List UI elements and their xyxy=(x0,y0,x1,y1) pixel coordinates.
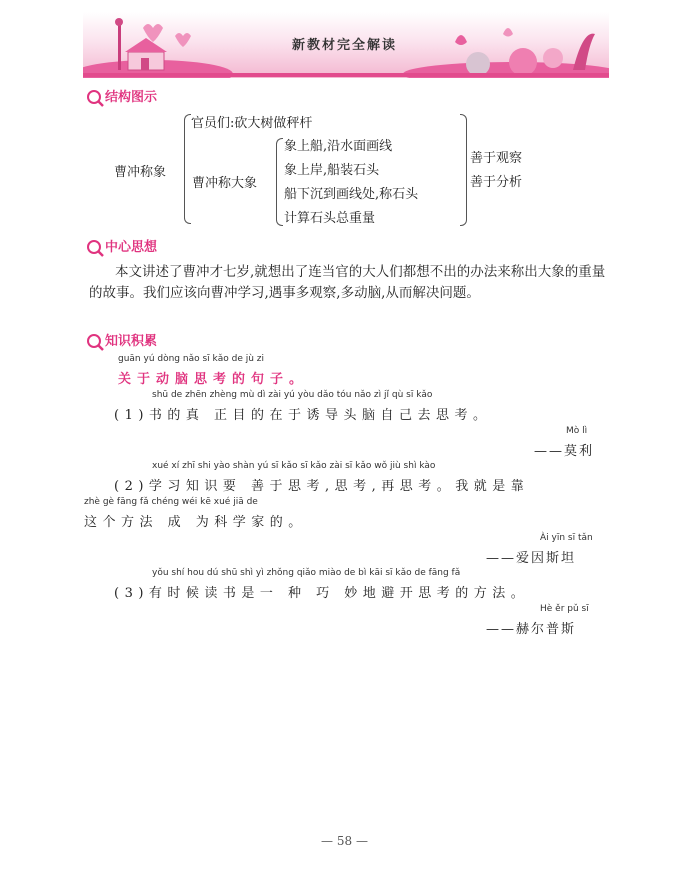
quote-2-cont: 这个方法 成 为科学家的。 xyxy=(84,515,307,530)
header-title: 新教材完全解读 xyxy=(291,38,397,53)
section-heading-knowledge xyxy=(85,330,157,351)
author-3: ——赫尔普斯 xyxy=(486,622,577,637)
author-2: ——爱因斯坦 xyxy=(486,551,577,566)
diagram-step-4: 计算石头总重量 xyxy=(284,211,376,226)
magnifier-icon xyxy=(85,89,105,107)
pinyin-author-3: Hè ěr pǔ sī xyxy=(540,604,589,614)
bracket-left-2 xyxy=(276,138,283,226)
knowledge-title: 关于动脑思考的句子。 xyxy=(118,372,309,387)
header-strip xyxy=(83,73,609,77)
page-number: — 58 — xyxy=(321,834,368,848)
diagram-step-1: 象上船,沿水面画线 xyxy=(284,139,393,154)
diagram-step-3: 船下沉到画线处,称石头 xyxy=(284,187,419,202)
pinyin-q3: yǒu shí hou dú shū shì yì zhǒng qiǎo miào de bì kāi sī kǎo de fāng fǎ xyxy=(152,568,461,578)
quote-1: (1)书的真 正目的在于诱导头脑自己去思考。 xyxy=(114,408,492,423)
diagram-step-2: 象上岸,船装石头 xyxy=(284,163,380,178)
section-title: 结构图示 xyxy=(105,90,158,105)
magnifier-icon xyxy=(85,239,105,257)
section-heading-center xyxy=(85,236,157,257)
section-title: 知识积累 xyxy=(105,334,158,349)
pinyin-q1: shū de zhēn zhèng mù dì zài yú yòu dǎo tóu nǎo zì jǐ qù sī kǎo xyxy=(152,390,433,400)
pinyin-author-1: Mò lì xyxy=(566,426,588,436)
pinyin-title: guān yú dòng nǎo sī kǎo de jù zi xyxy=(118,354,265,364)
section-heading-structure xyxy=(85,86,157,107)
center-idea-paragraph: 本文讲述了曹冲才七岁,就想出了连当官的大人们都想不出的办法来称出大象的重量的故事。我们应该向曹冲学习,遇事多观察,多动脑,从而解决问题。 xyxy=(89,264,606,301)
bracket-right xyxy=(460,114,467,226)
diagram-trait-observe: 善于观察 xyxy=(470,151,523,166)
author-1: ——莫利 xyxy=(534,444,595,459)
diagram-trait-analyze: 善于分析 xyxy=(470,175,523,190)
pinyin-author-2: Ài yīn sī tǎn xyxy=(540,533,593,543)
quote-2: (2)学习知识要 善于思考,思考,再思考。我就是靠 xyxy=(114,479,530,494)
pinyin-q2: xué xí zhī shi yào shàn yú sī kǎo sī kǎo zài sī kǎo wǒ jiù shì kào xyxy=(152,461,436,471)
quote-3: (3)有时候读书是一 种 巧 妙地避开思考的方法。 xyxy=(114,586,530,601)
diagram-cao-chong: 曹冲称大象 xyxy=(192,176,258,191)
magnifier-icon xyxy=(85,333,105,351)
bracket-left-1 xyxy=(184,114,191,224)
diagram-officials: 官员们:砍大树做秤杆 xyxy=(191,116,313,131)
diagram-root: 曹冲称象 xyxy=(114,165,167,180)
section-title: 中心思想 xyxy=(105,240,158,255)
pinyin-q2b: zhè gè fāng fǎ chéng wéi kē xué jiā de xyxy=(84,497,258,507)
